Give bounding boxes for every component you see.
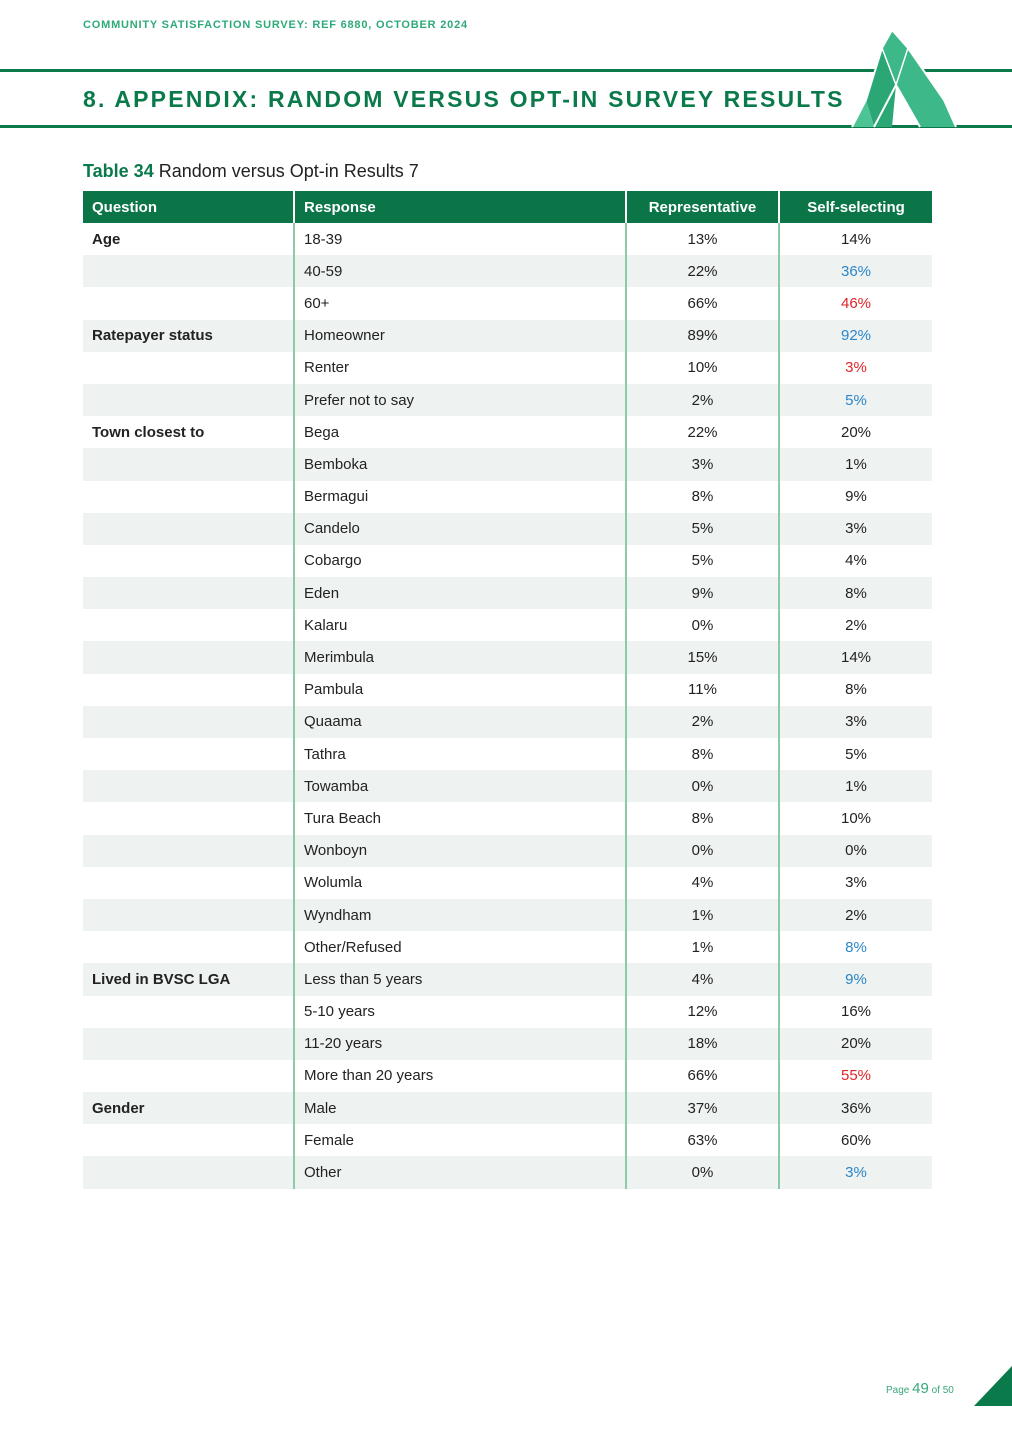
- cell-self-selecting: 20%: [779, 1028, 932, 1060]
- cell-representative: 66%: [626, 1060, 779, 1092]
- cell-representative: 2%: [626, 706, 779, 738]
- table-row: [83, 287, 932, 319]
- cell-question: Ratepayer status: [83, 320, 294, 352]
- header-representative: Representative: [626, 191, 779, 223]
- cell-question: [83, 996, 294, 1028]
- cell-question: [83, 835, 294, 867]
- cell-self-selecting: 8%: [779, 931, 932, 963]
- cell-self-selecting: 10%: [779, 802, 932, 834]
- cell-question: [83, 738, 294, 770]
- cell-response: Towamba: [294, 770, 626, 802]
- header-question: Question: [83, 191, 294, 223]
- table-row: [83, 513, 932, 545]
- page-label: Page: [886, 1385, 910, 1396]
- cell-question: [83, 384, 294, 416]
- cell-self-selecting: 9%: [779, 481, 932, 513]
- cell-self-selecting: 55%: [779, 1060, 932, 1092]
- cell-representative: 89%: [626, 320, 779, 352]
- cell-response: Prefer not to say: [294, 384, 626, 416]
- corner-decoration-icon: [974, 1366, 1012, 1406]
- table-row: [83, 1124, 932, 1156]
- cell-self-selecting: 8%: [779, 674, 932, 706]
- cell-response: More than 20 years: [294, 1060, 626, 1092]
- cell-self-selecting: 5%: [779, 384, 932, 416]
- cell-representative: 1%: [626, 899, 779, 931]
- table-row: [83, 963, 932, 995]
- cell-self-selecting: 36%: [779, 255, 932, 287]
- cell-representative: 0%: [626, 835, 779, 867]
- cell-response: Male: [294, 1092, 626, 1124]
- cell-representative: 10%: [626, 352, 779, 384]
- cell-question: [83, 1156, 294, 1188]
- cell-response: Eden: [294, 577, 626, 609]
- cell-response: Bermagui: [294, 481, 626, 513]
- cell-representative: 2%: [626, 384, 779, 416]
- page-number: [886, 1380, 954, 1397]
- cell-representative: 0%: [626, 1156, 779, 1188]
- cell-response: Pambula: [294, 674, 626, 706]
- cell-representative: 12%: [626, 996, 779, 1028]
- cell-self-selecting: 36%: [779, 1092, 932, 1124]
- cell-representative: 8%: [626, 481, 779, 513]
- cell-question: [83, 352, 294, 384]
- cell-representative: 63%: [626, 1124, 779, 1156]
- table-row: [83, 416, 932, 448]
- table-row: [83, 770, 932, 802]
- cell-response: Merimbula: [294, 641, 626, 673]
- cell-self-selecting: 1%: [779, 448, 932, 480]
- cell-response: Kalaru: [294, 609, 626, 641]
- cell-representative: 4%: [626, 963, 779, 995]
- table-row: [83, 1092, 932, 1124]
- cell-representative: 15%: [626, 641, 779, 673]
- cell-response: 11-20 years: [294, 1028, 626, 1060]
- page-current: 49: [912, 1380, 929, 1397]
- cell-response: 60+: [294, 287, 626, 319]
- table-row: [83, 609, 932, 641]
- cell-question: [83, 609, 294, 641]
- cell-question: [83, 931, 294, 963]
- cell-question: [83, 899, 294, 931]
- cell-question: [83, 1028, 294, 1060]
- cell-self-selecting: 92%: [779, 320, 932, 352]
- cell-self-selecting: 14%: [779, 641, 932, 673]
- cell-response: Cobargo: [294, 545, 626, 577]
- cell-representative: 22%: [626, 255, 779, 287]
- cell-self-selecting: 3%: [779, 1156, 932, 1188]
- cell-response: 5-10 years: [294, 996, 626, 1028]
- cell-question: [83, 577, 294, 609]
- cell-response: Renter: [294, 352, 626, 384]
- table-row: [83, 802, 932, 834]
- table-row: [83, 223, 932, 255]
- cell-self-selecting: 14%: [779, 223, 932, 255]
- cell-representative: 3%: [626, 448, 779, 480]
- cell-response: 18-39: [294, 223, 626, 255]
- cell-question: [83, 481, 294, 513]
- cell-self-selecting: 8%: [779, 577, 932, 609]
- cell-response: Wolumla: [294, 867, 626, 899]
- cell-self-selecting: 3%: [779, 867, 932, 899]
- cell-response: Tathra: [294, 738, 626, 770]
- cell-response: Other: [294, 1156, 626, 1188]
- page-total: of 50: [931, 1385, 954, 1396]
- cell-representative: 5%: [626, 545, 779, 577]
- cell-response: Bemboka: [294, 448, 626, 480]
- table-row: [83, 1156, 932, 1188]
- cell-response: 40-59: [294, 255, 626, 287]
- cell-representative: 1%: [626, 931, 779, 963]
- cell-question: [83, 674, 294, 706]
- leaf-logo-icon: [846, 30, 961, 130]
- cell-question: [83, 1124, 294, 1156]
- cell-question: Gender: [83, 1092, 294, 1124]
- cell-representative: 0%: [626, 609, 779, 641]
- table-row: [83, 384, 932, 416]
- cell-question: Age: [92, 230, 121, 248]
- cell-question: [83, 448, 294, 480]
- cell-response: Candelo: [294, 513, 626, 545]
- cell-question: [83, 545, 294, 577]
- cell-self-selecting: 16%: [779, 996, 932, 1028]
- cell-representative: 4%: [626, 867, 779, 899]
- cell-question: [83, 867, 294, 899]
- cell-representative: 66%: [626, 287, 779, 319]
- cell-response: Wyndham: [294, 899, 626, 931]
- table-row: [83, 899, 932, 931]
- cell-question: Lived in BVSC LGA: [83, 963, 294, 995]
- cell-question: [83, 513, 294, 545]
- cell-representative: 22%: [626, 416, 779, 448]
- cell-self-selecting: 4%: [779, 545, 932, 577]
- cell-representative: 18%: [626, 1028, 779, 1060]
- table-row: [83, 448, 932, 480]
- cell-self-selecting: 60%: [779, 1124, 932, 1156]
- table-row: [83, 545, 932, 577]
- cell-self-selecting: 0%: [779, 835, 932, 867]
- cell-self-selecting: 9%: [779, 963, 932, 995]
- cell-question: Town closest to: [92, 423, 205, 441]
- cell-response: Bega: [294, 416, 626, 448]
- cell-question: [83, 802, 294, 834]
- cell-response: Quaama: [294, 706, 626, 738]
- table-caption-number: Table 34: [83, 161, 154, 181]
- cell-self-selecting: 1%: [779, 770, 932, 802]
- cell-self-selecting: 3%: [779, 706, 932, 738]
- results-table: [83, 191, 932, 1189]
- header-self-selecting: Self-selecting: [779, 191, 932, 223]
- cell-self-selecting: 5%: [779, 738, 932, 770]
- running-header: COMMUNITY SATISFACTION SURVEY: REF 6880, OCTOBER 2024: [83, 19, 468, 31]
- table-row: [83, 738, 932, 770]
- cell-representative: 5%: [626, 513, 779, 545]
- table-caption-text: Random versus Opt-in Results 7: [158, 161, 419, 181]
- table-row: [83, 674, 932, 706]
- table-row: [83, 867, 932, 899]
- table-row: [83, 706, 932, 738]
- section-title: 8. APPENDIX: RANDOM VERSUS OPT-IN SURVEY RESULTS: [83, 86, 845, 112]
- table-row: [83, 835, 932, 867]
- header-response: Response: [294, 191, 626, 223]
- cell-self-selecting: 20%: [779, 416, 932, 448]
- cell-question: [83, 1060, 294, 1092]
- cell-response: Wonboyn: [294, 835, 626, 867]
- table-row: [83, 352, 932, 384]
- table-row: [83, 481, 932, 513]
- table-body: [83, 223, 932, 1189]
- cell-question: [83, 770, 294, 802]
- cell-self-selecting: 3%: [779, 352, 932, 384]
- cell-representative: 8%: [626, 738, 779, 770]
- cell-representative: 8%: [626, 802, 779, 834]
- cell-response: Less than 5 years: [294, 963, 626, 995]
- table-caption: [83, 161, 419, 182]
- cell-self-selecting: 3%: [779, 513, 932, 545]
- cell-question: [83, 255, 294, 287]
- table-header-row: [83, 191, 932, 223]
- cell-representative: 0%: [626, 770, 779, 802]
- table-row: [83, 931, 932, 963]
- cell-representative: 37%: [626, 1092, 779, 1124]
- cell-question: [83, 287, 294, 319]
- cell-question: [83, 641, 294, 673]
- table-row: [83, 577, 932, 609]
- table-row: [83, 641, 932, 673]
- cell-response: Female: [294, 1124, 626, 1156]
- cell-representative: 9%: [626, 577, 779, 609]
- table-row: [83, 1028, 932, 1060]
- cell-response: Tura Beach: [294, 802, 626, 834]
- cell-representative: 11%: [626, 674, 779, 706]
- cell-self-selecting: 2%: [779, 899, 932, 931]
- cell-representative: 13%: [626, 223, 779, 255]
- table-row: [83, 255, 932, 287]
- cell-response: Homeowner: [294, 320, 626, 352]
- cell-self-selecting: 46%: [779, 287, 932, 319]
- table-row: [83, 1060, 932, 1092]
- cell-question: [83, 706, 294, 738]
- table-row: [83, 320, 932, 352]
- cell-response: Other/Refused: [294, 931, 626, 963]
- cell-self-selecting: 2%: [779, 609, 932, 641]
- table-row: [83, 996, 932, 1028]
